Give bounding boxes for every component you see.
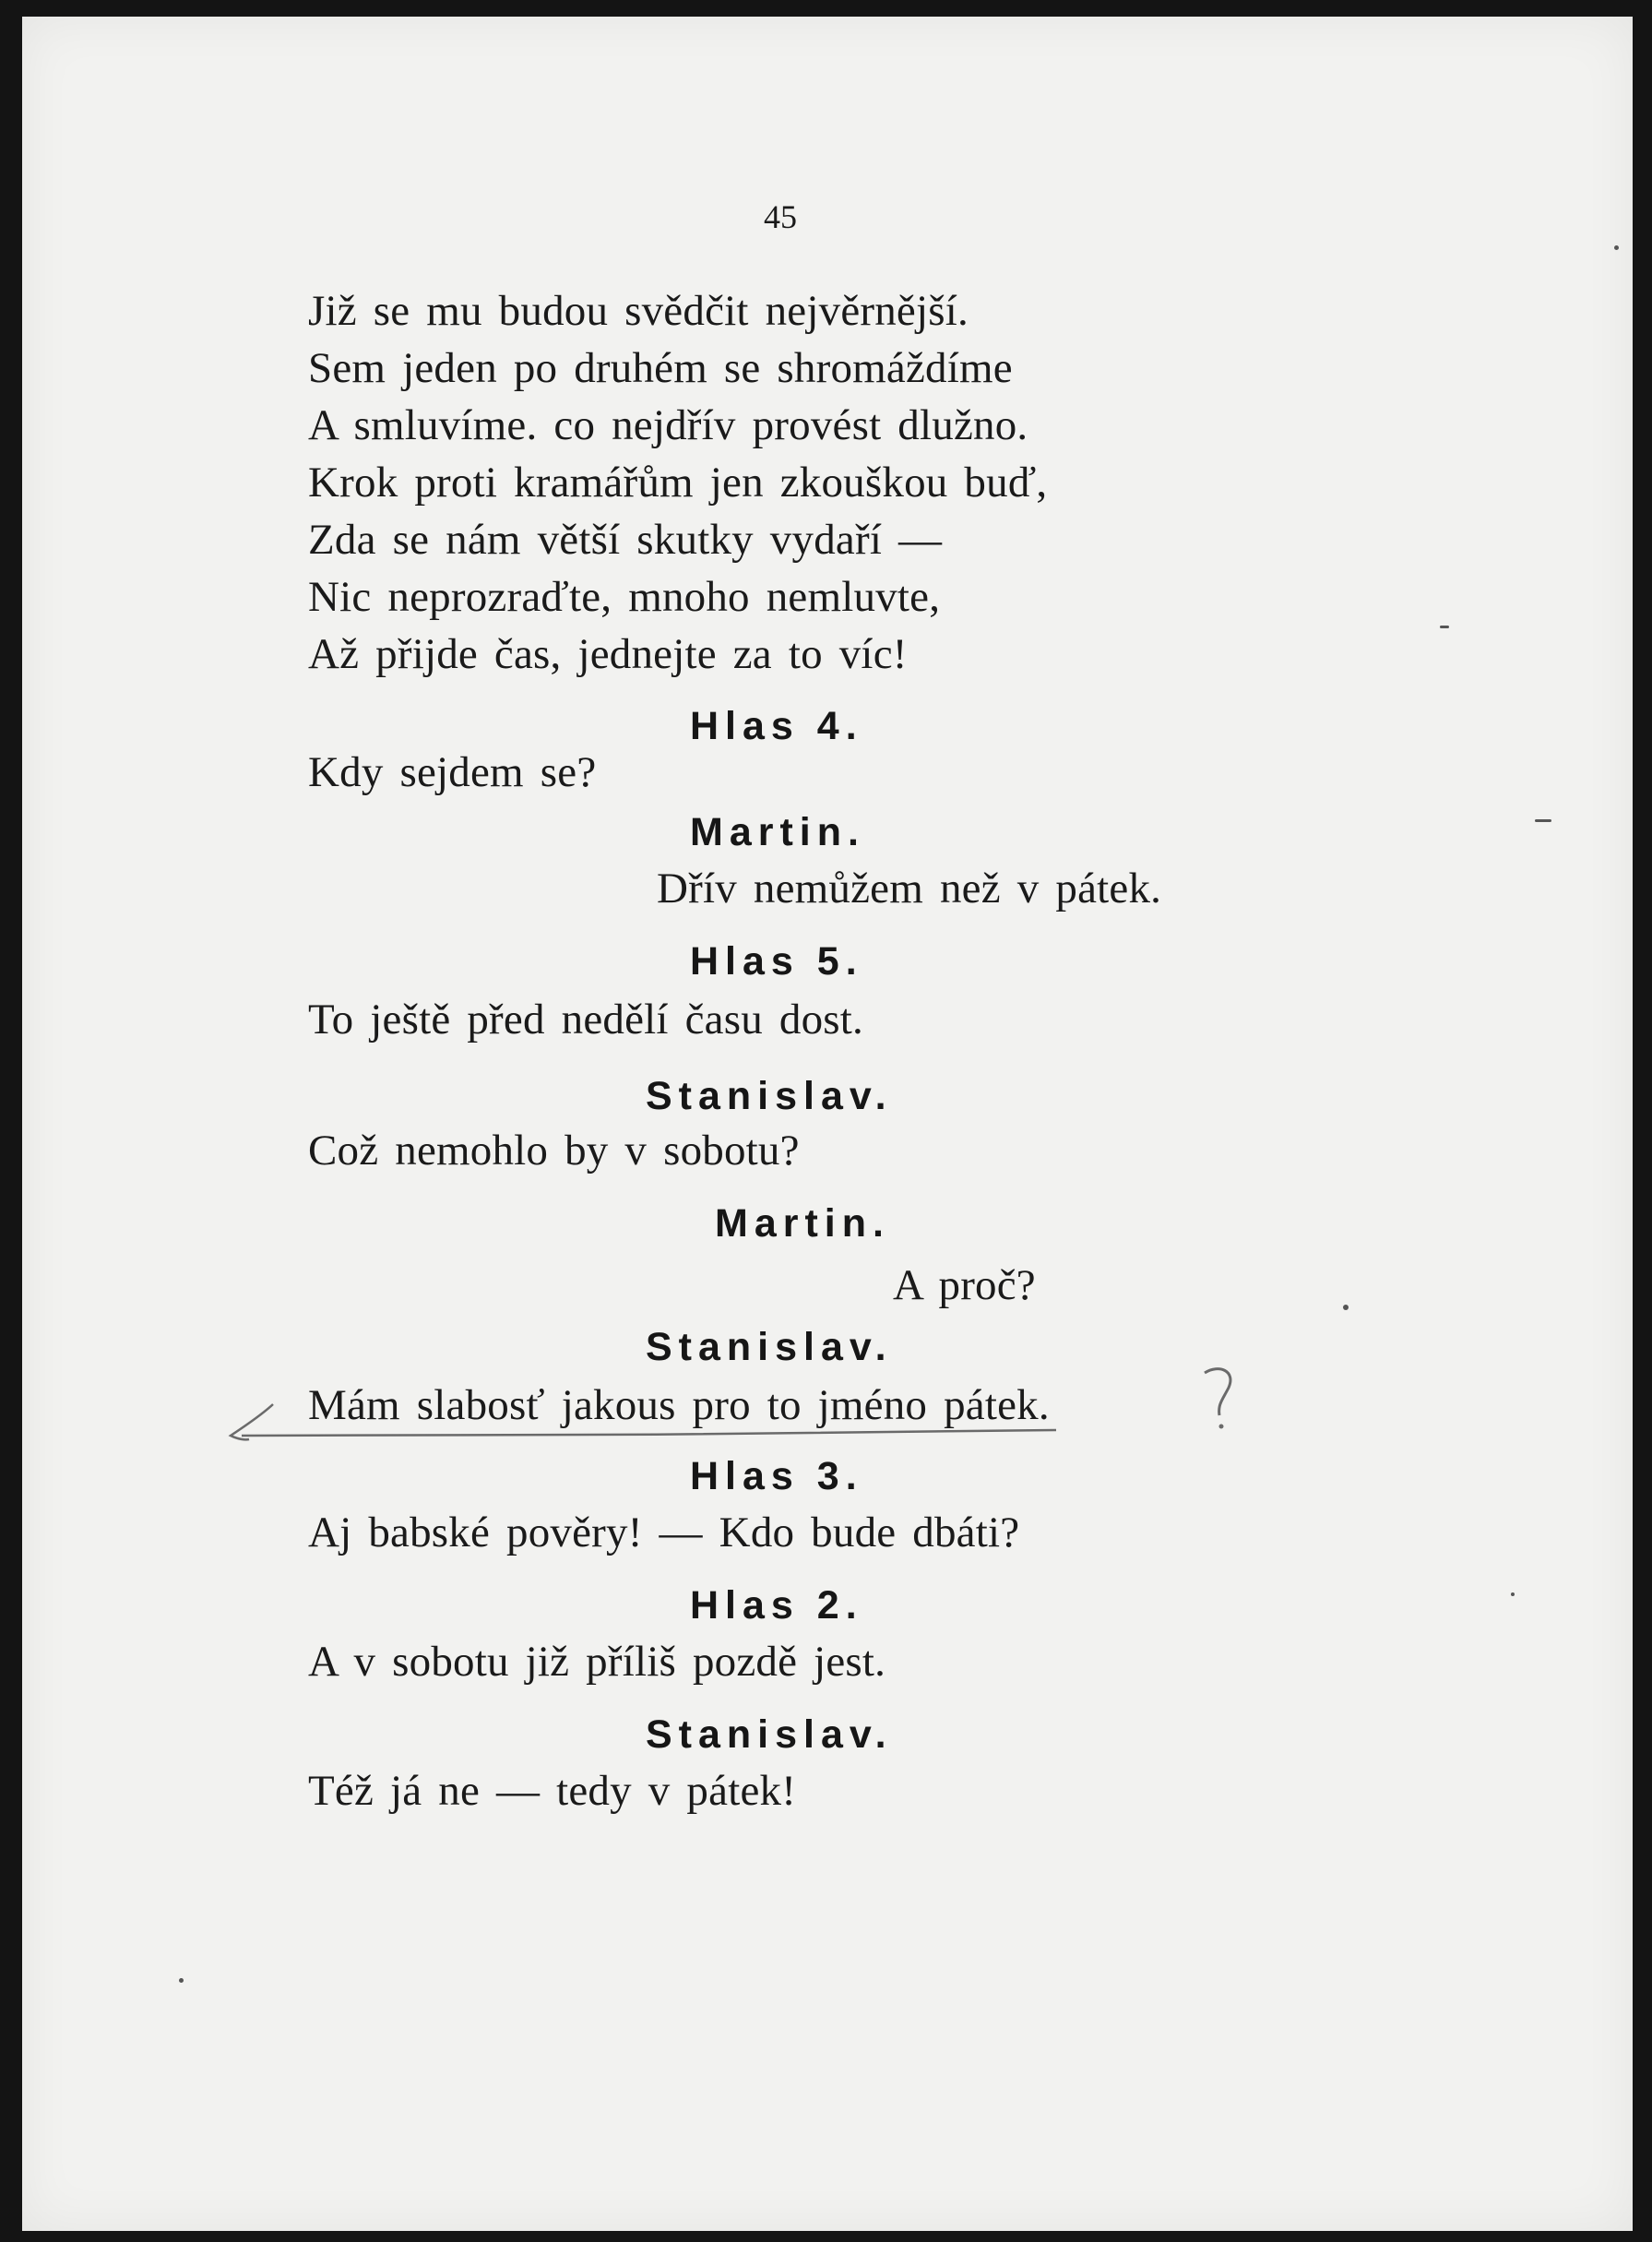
verse-line: Sem jeden po druhém se shromáždíme: [308, 344, 1013, 392]
dust-speck: [1614, 245, 1619, 250]
dust-speck: [1535, 819, 1551, 822]
speaker-name: Hlas 4.: [690, 704, 863, 748]
speaker-name: Hlas 2.: [690, 1583, 863, 1628]
dialogue-line: To ještě před nedělí času dost.: [308, 996, 863, 1043]
speaker-name: Stanislav.: [646, 1325, 893, 1369]
verse-line: Již se mu budou svědčit nejvěrnější.: [308, 287, 969, 335]
speaker-name: Stanislav.: [646, 1074, 893, 1118]
dust-speck: [179, 1978, 184, 1983]
verse-line: Až přijde čas, jednejte za to víc!: [308, 630, 908, 678]
dialogue-line: A proč?: [893, 1261, 1036, 1309]
dialogue-line: Aj babské pověry! — Kdo bude dbáti?: [308, 1509, 1020, 1556]
dialogue-line: Což nemohlo by v sobotu?: [308, 1127, 800, 1175]
dialogue-line: Též já ne — tedy v pátek!: [308, 1767, 797, 1815]
dialogue-line: Mám slabosť jakous pro to jméno pátek.: [308, 1381, 1050, 1429]
page-number: 45: [764, 198, 797, 235]
speaker-name: Martin.: [715, 1201, 890, 1246]
dialogue-line: A v sobotu již příliš pozdě jest.: [308, 1638, 886, 1686]
speaker-name: Hlas 5.: [690, 939, 863, 984]
dust-speck: [1511, 1592, 1515, 1596]
verse-line: Krok proti kramářům jen zkouškou buď,: [308, 459, 1048, 507]
verse-line: A smluvíme. co nejdřív provést dlužno.: [308, 401, 1028, 449]
dust-speck: [1440, 626, 1449, 628]
verse-line: Zda se nám větší skutky vydaří —: [308, 516, 943, 564]
dialogue-line: Dřív nemůžem než v pátek.: [657, 865, 1162, 912]
dialogue-line: Kdy sejdem se?: [308, 748, 597, 796]
speaker-name: Stanislav.: [646, 1712, 893, 1757]
speaker-name: Hlas 3.: [690, 1454, 863, 1498]
dust-speck: [1343, 1305, 1349, 1310]
speaker-name: Martin.: [690, 810, 865, 854]
verse-line: Nic neprozraďte, mnoho nemluvte,: [308, 573, 941, 621]
